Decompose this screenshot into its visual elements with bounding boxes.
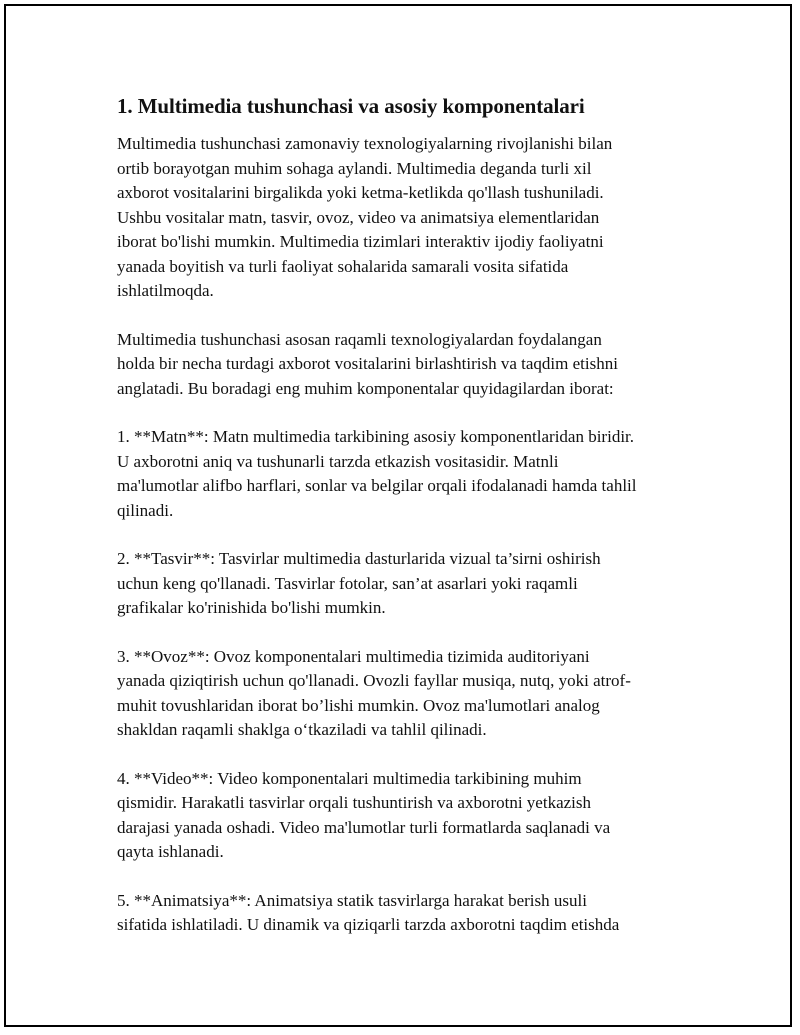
paragraph-video: 4. **Video**: Video komponentalari multimedia tarkibining muhim qismidir. Harakatli tasvirlar orqali tushuntirish va axborotni yetkazish darajasi yanada oshadi. Video ma'lumotlar turli formatlarda saqlanadi va qayta ishlanadi. [117,768,611,861]
section-heading: 1. Multimedia tushunchasi va asosiy komponentalari [117,94,585,118]
document-body [117,92,687,962]
paragraph-animatsiya: 5. **Animatsiya**: Animatsiya statik tasvirlarga harakat berish usuli sifatida ishlatiladi. U dinamik va qiziqarli tarzda axborotni taqdim etishda [117,890,620,934]
paragraph-tasvir: 2. **Tasvir**: Tasvirlar multimedia dasturlarida vizual ta’sirni oshirish uchun keng qo'llanadi. Tasvirlar fotolar, san’at asarlari yoki raqamli grafikalar ko'rinishida bo'lishi mumkin. [117,549,601,617]
paragraph-intro: Multimedia tushunchasi zamonaviy texnologiyalarning rivojlanishi bilan ortib borayotgan muhim sohaga aylandi. Multimedia deganda turli xil axborot vositalarini birgalikda yoki ketma-ketlikda qo'llash tushuniladi. Ushbu vositalar matn, tasvir, ovoz, video va animatsiya elementlaridan iborat bo'lishi mumkin. Multimedia tizimlari interaktiv ijodiy faoliyatni yanada boyitish va turli faoliyat sohalarida samarali vosita sifatida ishlatilmoqda. [117,134,613,300]
paragraph-definition: Multimedia tushunchasi asosan raqamli texnologiyalardan foydalangan holda bir necha turdagi axborot vositalarini birlashtirish va taqdim etishni anglatadi. Bu boradagi eng muhim komponentalar quyidagilardan iborat: [117,329,618,398]
paragraph-ovoz: 3. **Ovoz**: Ovoz komponentalari multimedia tizimida auditoriyani yanada qiziqtirish uchun qo'llanadi. Ovozli fayllar musiqa, nutq, yoki atrof- muhit tovushlaridan iborat bo’lishi mumkin. Ovoz ma'lumotlari analog shakldan raqamli shaklga o‘tkaziladi va tahlil qilinadi. [117,646,631,739]
paragraph-matn: 1. **Matn**: Matn multimedia tarkibining asosiy komponentlaridan biridir. U axborotni aniq va tushunarli tarzda etkazish vositasidir. Matnli ma'lumotlar alifbo harflari, sonlar va belgilar orqali ifodalanadi hamda tahlil qilinadi. [117,427,637,520]
